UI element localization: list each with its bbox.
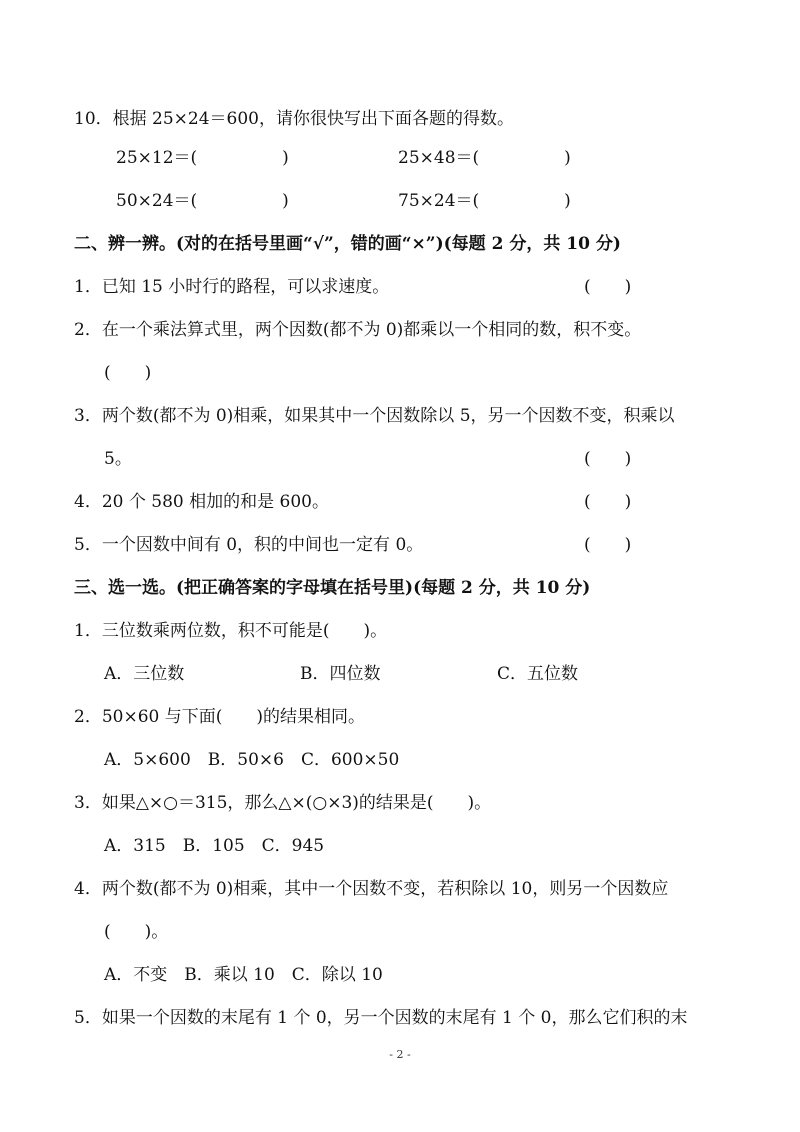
- s2-q5: 5．一个因数中间有 0，积的中间也一定有 0。: [74, 535, 424, 555]
- q10-item-3: 50×24＝( ): [116, 191, 289, 211]
- s3-q1-opt-b: B．四位数: [300, 664, 381, 684]
- page-number: - 2 -: [389, 1048, 411, 1061]
- s3-q3-opts: A．315 B．105 C．945: [104, 836, 325, 856]
- s3-q4-line2: ( )。: [104, 922, 169, 942]
- s2-q4-blank: ( ): [584, 492, 632, 512]
- section2-title: 二、辨一辨。(对的在括号里画“√”，错的画“×”)(每题 2 分，共 10 分): [74, 234, 621, 254]
- s2-q1-blank: ( ): [584, 277, 632, 297]
- s3-q1-opt-c: C．五位数: [497, 664, 579, 684]
- s2-q4: 4．20 个 580 相加的和是 600。: [74, 492, 329, 512]
- s3-q3: 3．如果△×○＝315，那么△×(○×3)的结果是( )。: [74, 793, 492, 813]
- s3-q4-line1: 4．两个数(都不为 0)相乘，其中一个因数不变，若积除以 10，则另一个因数应: [74, 879, 669, 899]
- q10-item-2: 25×48＝( ): [398, 148, 571, 168]
- s3-q5: 5．如果一个因数的末尾有 1 个 0，另一个因数的末尾有 1 个 0，那么它们积的末: [74, 1008, 688, 1028]
- q10-item-4: 75×24＝( ): [398, 191, 571, 211]
- s3-q1-opt-a: A．三位数: [104, 664, 185, 684]
- s2-q2-blank: ( ): [104, 363, 152, 383]
- s2-q3-line1: 3．两个数(都不为 0)相乘，如果其中一个因数除以 5，另一个因数不变，积乘以: [74, 406, 675, 426]
- s2-q1: 1．已知 15 小时行的路程，可以求速度。: [74, 277, 390, 297]
- s3-q1: 1．三位数乘两位数，积不可能是( )。: [74, 621, 388, 641]
- s3-q4-opts: A．不变 B．乘以 10 C．除以 10: [104, 965, 383, 985]
- s3-q2: 2．50×60 与下面( )的结果相同。: [74, 707, 365, 727]
- q10-item-1: 25×12＝( ): [116, 148, 289, 168]
- s3-q2-opts: A．5×600 B．50×6 C．600×50: [104, 750, 400, 770]
- q10-text: 10．根据 25×24＝600，请你很快写出下面各题的得数。: [74, 109, 514, 129]
- s2-q5-blank: ( ): [584, 535, 632, 555]
- s2-q3-blank: ( ): [584, 449, 632, 469]
- s2-q3-line2: 5。: [104, 449, 132, 469]
- s2-q2: 2．在一个乘法算式里，两个因数(都不为 0)都乘以一个相同的数，积不变。: [74, 320, 642, 340]
- section3-title: 三、选一选。(把正确答案的字母填在括号里)(每题 2 分，共 10 分): [74, 578, 591, 598]
